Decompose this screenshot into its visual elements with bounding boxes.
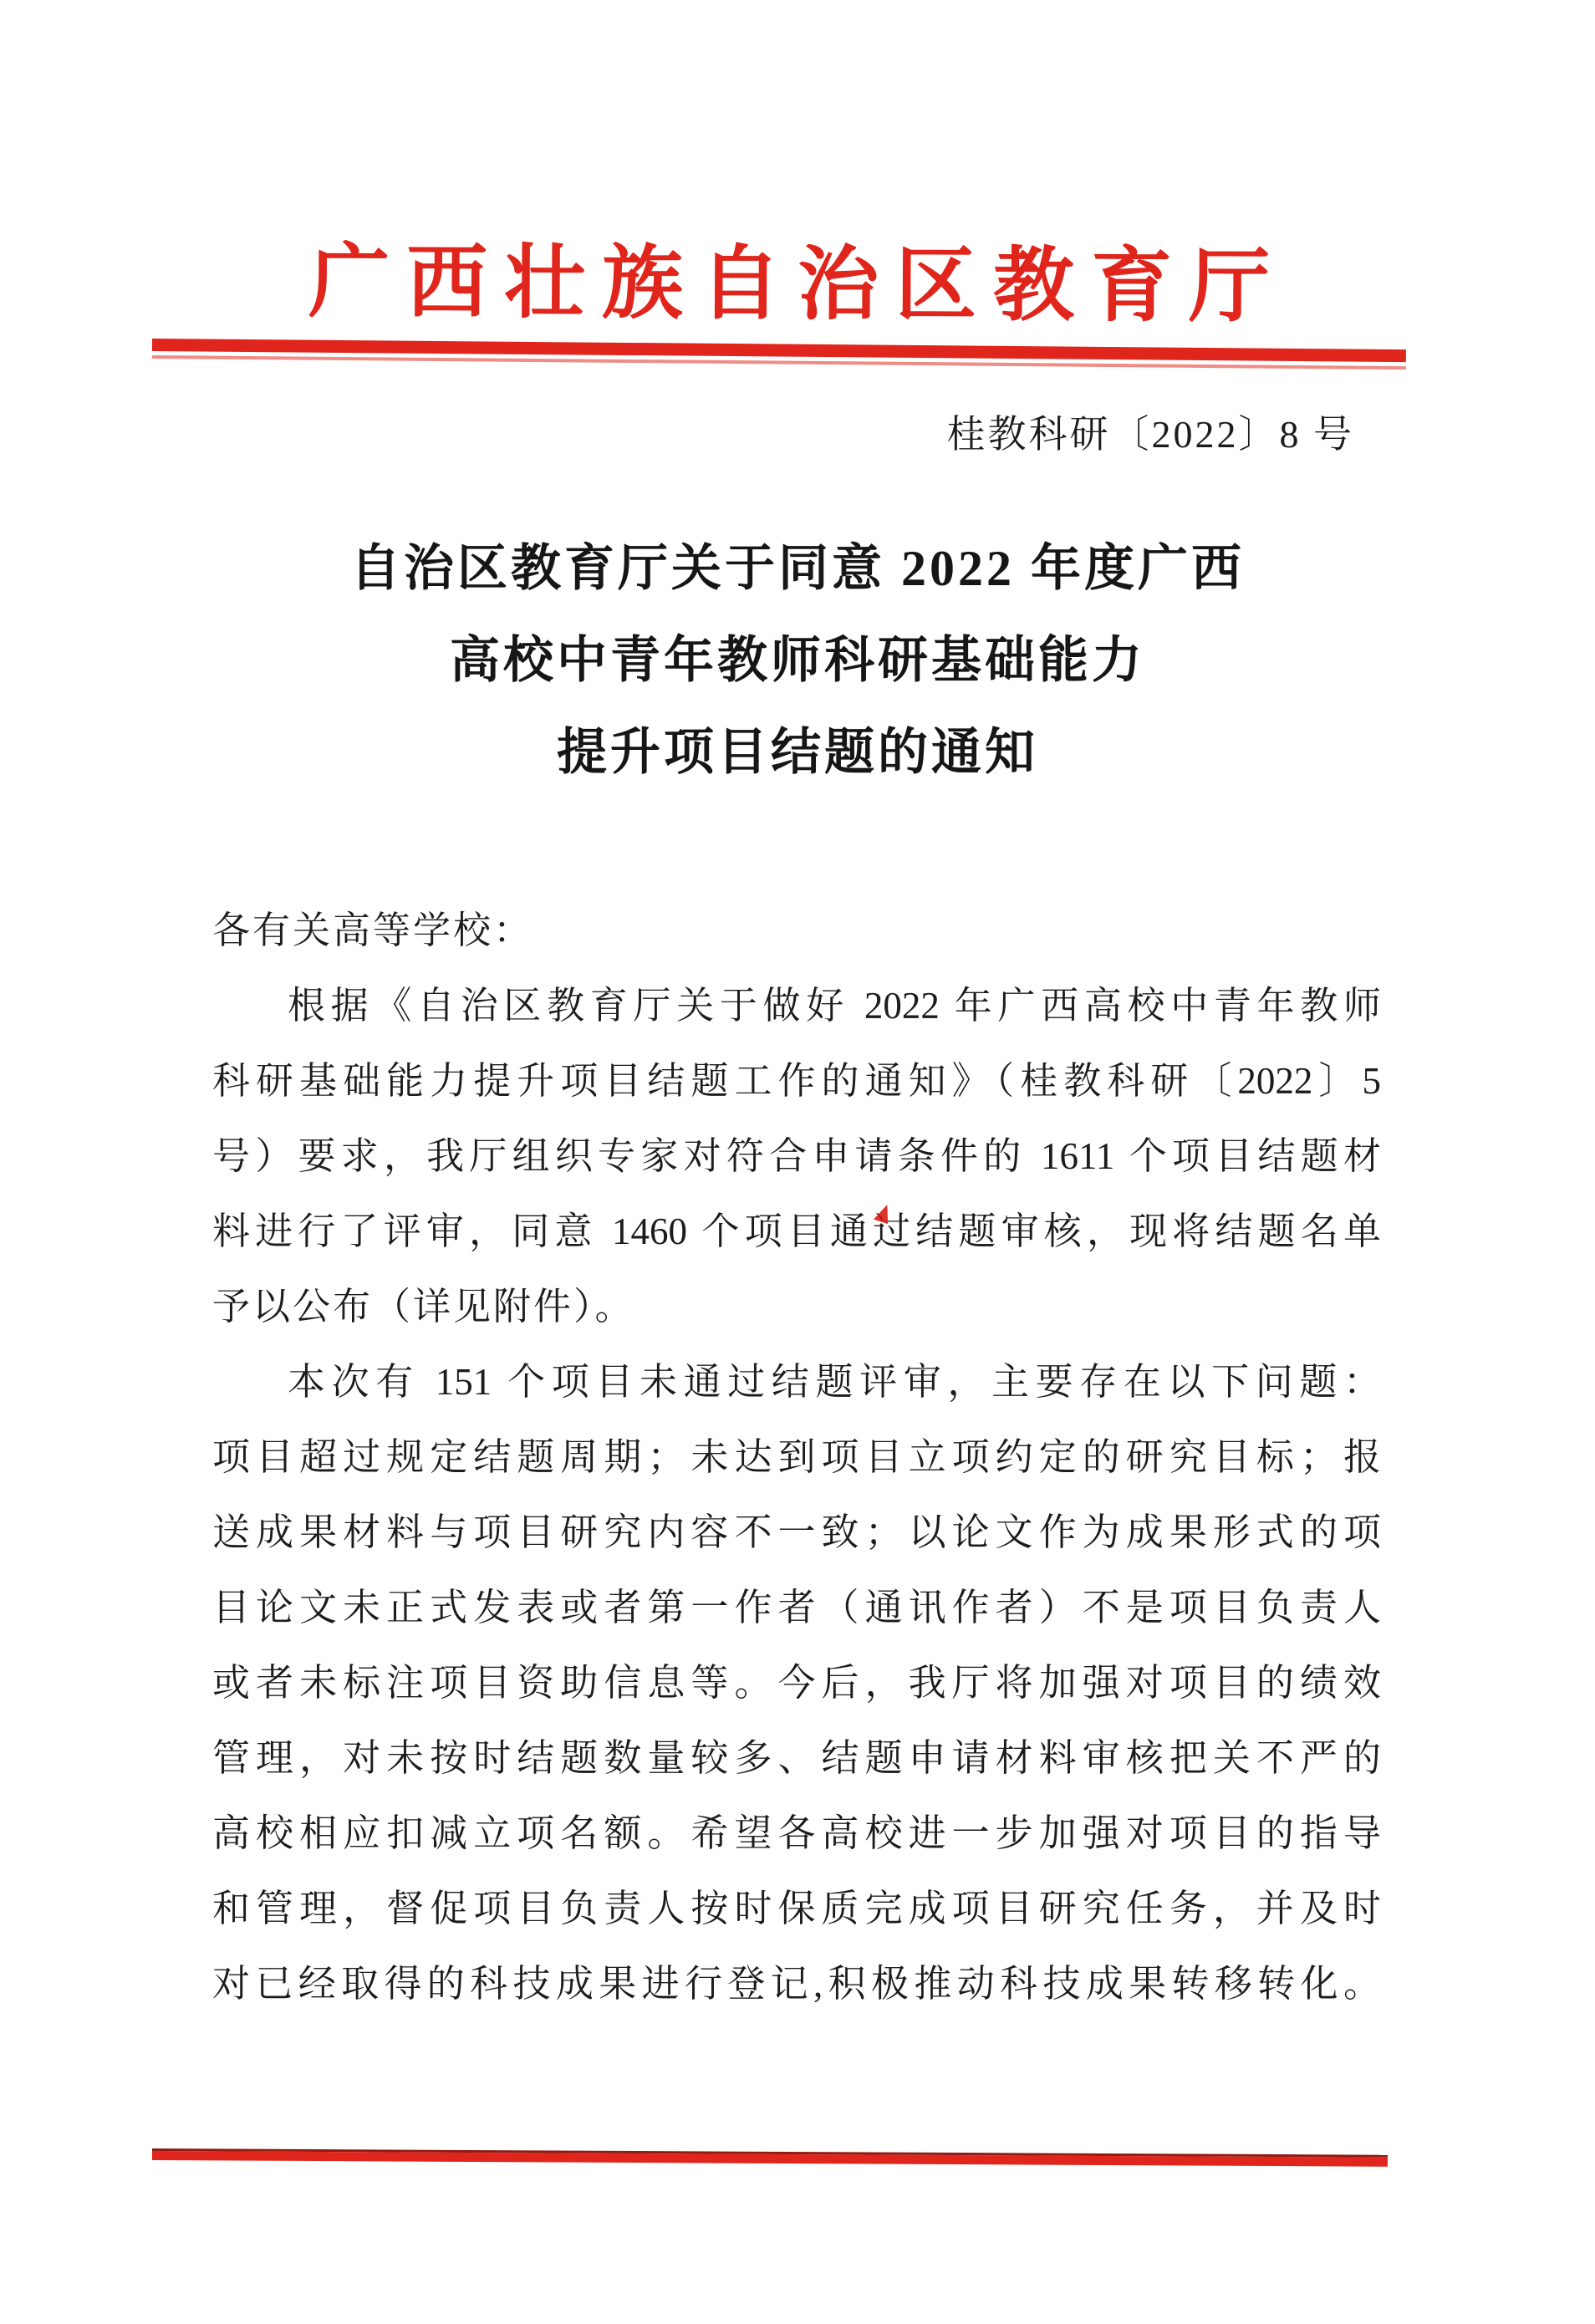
body-line: 号）要求，我厅组织专家对符合申请条件的 1611 个项目结题材 [212,1135,1381,1177]
body-line: 根据《自治区教育厅关于做好 2022 年广西高校中青年教师 [288,985,1381,1027]
body-line: 或者未标注项目资助信息等。今后，我厅将加强对项目的绩效 [212,1662,1381,1704]
body-line: 料进行了评审，同意 1460 个项目通过结题审核，现将结题名单 [212,1210,1381,1252]
body-line: 对已经取得的科技成果进行登记,积极推动科技成果转移转化。 [212,1963,1381,2005]
body-line: 管理，对未按时结题数量较多、结题申请材料审核把关不严的 [212,1737,1381,1779]
title-line-2: 高校中青年教师科研基础能力 [450,633,1145,688]
body-line: 项目超过规定结题周期；未达到项目立项约定的研究目标；报 [212,1436,1381,1478]
agency-masthead: 广西壮族自治区教育厅 [308,237,1287,333]
body-line: 目论文未正式发表或者第一作者（通讯作者）不是项目负责人 [212,1587,1381,1628]
body-line: 和管理，督促项目负责人按时保质完成项目研究任务，并及时 [212,1888,1381,1929]
body-line: 高校相应扣减立项名额。希望各高校进一步加强对项目的指导 [212,1812,1381,1854]
title-line-3: 提升项目结题的通知 [557,725,1038,780]
body-line: 科研基础能力提升项目结题工作的通知》（桂教科研〔2022〕5 [212,1060,1381,1102]
body-line: 予以公布（详见附件）。 [212,1286,635,1328]
footer-divider [152,2148,1388,2167]
salutation: 各有关高等学校： [212,910,534,951]
body-line: 本次有 151 个项目未通过结题评审，主要存在以下问题： [288,1361,1381,1403]
document-title [0,522,1595,798]
document-body [212,893,1381,2021]
document-number: 桂教科研〔2022〕8 号 [946,413,1354,456]
title-line-1: 自治区教育厅关于同意 2022 年度广西 [350,541,1245,596]
header-divider [152,339,1406,369]
body-line: 送成果材料与项目研究内容不一致；以论文作为成果形式的项 [212,1511,1381,1553]
